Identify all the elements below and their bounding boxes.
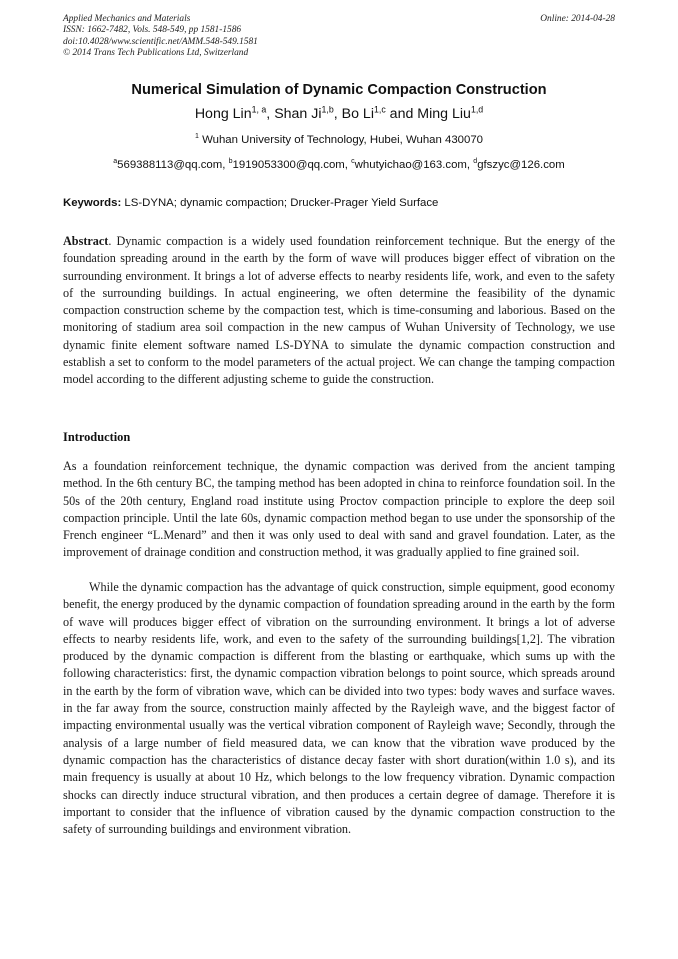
keywords-label: Keywords: [63, 197, 122, 209]
author-affil-sup: 1,b [321, 104, 334, 115]
author-separator: and [385, 106, 418, 122]
issn-line: ISSN: 1662-7482, Vols. 548-549, pp 1581-1586 [63, 25, 242, 36]
author-name: Bo Li [341, 106, 374, 122]
author-name: Ming Liu [417, 106, 471, 122]
author-separator: , [333, 106, 342, 122]
keywords-text: LS-DYNA; dynamic compaction; Drucker-Prager Yield Surface [121, 197, 439, 209]
copyright-line: © 2014 Trans Tech Publications Ltd, Switzerland [63, 47, 249, 58]
email-address[interactable]: gfszyc@126.com [477, 159, 565, 171]
affiliation [40, 134, 638, 146]
doi-line: doi:10.4028/www.scientific.net/AMM.548-549.1581 [63, 36, 258, 47]
paper-title: Numerical Simulation of Dynamic Compaction Construction [131, 82, 547, 98]
email-separator: , [222, 159, 229, 171]
author-separator: , [266, 106, 275, 122]
email-sup: b [228, 158, 233, 166]
author-name: Hong Lin [194, 106, 252, 122]
journal-header [63, 14, 615, 59]
author-name: Shan Ji [274, 106, 322, 122]
email-sup: a [113, 158, 118, 166]
email-sup: c [351, 158, 355, 166]
author-list [40, 106, 638, 122]
abstract [63, 233, 615, 389]
intro-paragraph-2 [63, 579, 615, 838]
online-date: Online: 2014-04-28 [540, 14, 615, 24]
intro-paragraph-1 [63, 458, 615, 562]
paragraph-text: As a foundation reinforcement technique, the dynamic compaction was derived from the ancient tamping method. In the 6th century BC, the tamping method has been adopted in china to reinforce foundation soil. In the 50s of the 20th century, England road institute using Proctov compaction principle to explore the deep soil compaction principle. Until the late 60s, dynamic compaction method began to use under the sponsorship of the French engineer “L.Menard” and then it was only used to deal with sand and gravel foundation. Later, as the improvement of drainage condition and construction method, it was gradually applied to fine grained soil. [63, 459, 615, 560]
author-affil-sup: 1, a [251, 104, 267, 115]
journal-name: Applied Mechanics and Materials [63, 14, 191, 24]
affiliation-sup: 1 [194, 133, 199, 141]
abstract-text: . Dynamic compaction is a widely used foundation reinforcement technique. But the energy of the foundation spreading around in the earth by the form of wave will produces bigger effect of vibration on the surrounding environment. It brings a lot of adverse effects to nearby residents life, work, and even to the safety of the surrounding buildings. In actual engineering, we often determine the feasibility of the dynamic compaction construction scheme by the compaction test, which is time-consuming and laborious. Based on the monitoring of stadium area soil compaction in the new campus of Wuhan University of Technology, we use dynamic finite element software named LS-DYNA to simulate the dynamic compaction construction and establish a set to conform to the model parameters of the actual project. We can change the tamping compaction model according to the different adjusting scheme to guide the construction. [63, 234, 615, 387]
author-affil-sup: 1,d [470, 104, 484, 115]
email-separator: , [344, 159, 352, 171]
paragraph-text: While the dynamic compaction has the advantage of quick construction, simple equipment, good economy benefit, the energy produced by the dynamic compaction of foundation spreading around in the earth by the form of wave will produces bigger effect of vibration on the surrounding environment. It brings a lot of adverse effects to nearby residents life, work, and even to the safety of the surrounding buildings[1,2]. The vibration produced by the dynamic compaction is different from the blasting or earthquake, which sums up with the following characteristics: first, the dynamic compaction vibration belongs to point source, which spreads around in the earth by the form of vibration wave, which can be divided into two types: body waves and surface waves. in the far away from the source, construction mainly affected by the Rayleigh wave, and the biggest factor of impacting environmental usually was the vertical vibration component of Rayleigh wave; Secondly, through the analysis of a large number of field measured data, we can know that the vibration wave produced by the dynamic compaction has the characteristics of distance decay faster with short duration(within 1.0 s), and its main frequency is usually at about 10 Hz, which belongs to the low frequency vibration. Dynamic compaction shocks can directly induce structural vibration, and then produces a certain degree of damage. Therefore it is important to consider that the influence of vibration caused by the dynamic compaction construction to the safety of surrounding buildings and environment vibration. [63, 580, 615, 837]
email-address[interactable]: 569388113@qq.com [117, 159, 223, 171]
email-list [40, 159, 638, 171]
email-separator: , [466, 159, 474, 171]
email-address[interactable]: 1919053300@qq.com [232, 159, 345, 171]
author-affil-sup: 1,c [373, 104, 386, 115]
section-heading-introduction: Introduction [63, 430, 131, 444]
email-sup: d [473, 158, 478, 166]
keywords [63, 197, 623, 209]
abstract-label: Abstract [63, 234, 109, 248]
email-address[interactable]: whutyichao@163.com [354, 159, 467, 171]
affiliation-text: Wuhan University of Technology, Hubei, Wuhan 430070 [198, 134, 484, 146]
